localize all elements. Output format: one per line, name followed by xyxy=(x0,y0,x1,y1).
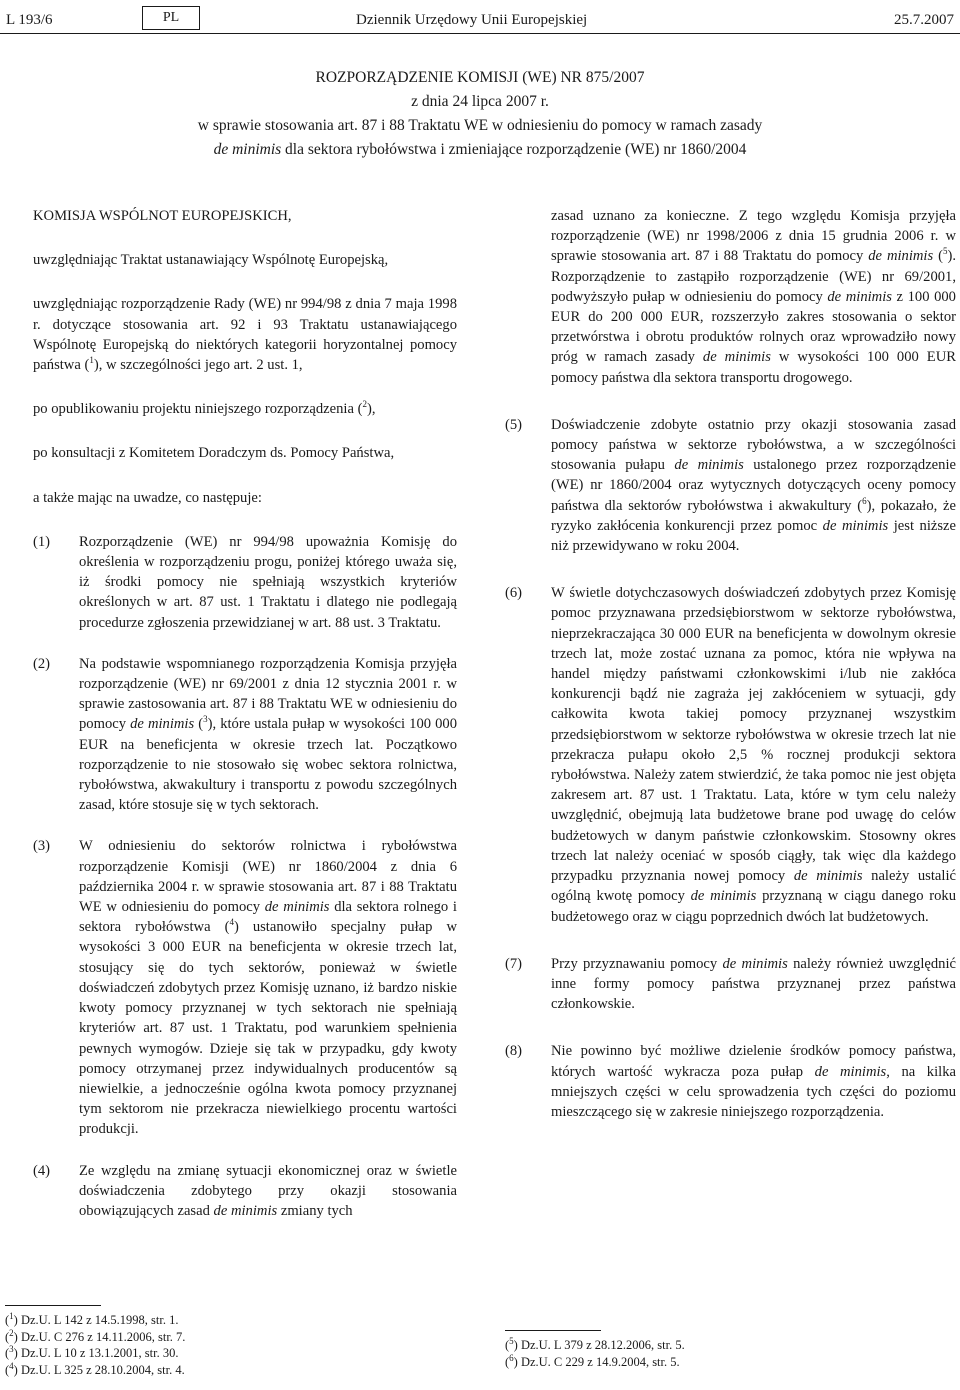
recital-text: W świetle dotychczasowych doświadczeń zdobytych przez Komisję pomoc przyznawana przedsiębiorstwom w sektorze rybołówstwa, nieprzekraczająca 30 000 EUR na beneficjenta w dowolnym okresie trzech lat, może zostać uznana za pomoc, która nie wpływa na handel między państwami członkowskimi i/lub nie zakłóca konkurencji bądź nie zagraża jej zakłóceniem w sytuacji, gdy całkowita kwota takiej pomocy przyznanej wszystkim przedsiębiorstwom w sektorze rybołówstwa w okresie trzech lat nie przekracza pułapu około 2,5 % rocznej produkcji sektora rybołówstwa. Należy zatem stwierdzić, że taka pomoc nie jest objęta zakresem art. 87 ust. 1 Traktatu. Lata, które w tym celu należy uwzględnić, obejmują lata budżetowe brane pod uwagę do celów budżetowych w danym państwie członkowskim. Stosowny okres trzech lat należy oceniać w sposób ciągły, tak więc dla każdego przypadku przyznania nowej pomocy de minimis należy ustalić ogólną kwotę pomocy de minimis przyznaną w ciągu danego roku budżetowego oraz w ciągu poprzednich dwóch lat budżetowych. xyxy=(551,585,956,925)
page-reference: L 193/6 xyxy=(6,12,53,28)
recital-text: Ze względu na zmianę sytuacji ekonomicznej oraz w świetle doświadczenia zdobytego przy okazji stosowania obowiązujących zasad de minimis zmiany tych xyxy=(79,1162,457,1219)
recital-text: Przy przyznawaniu pomocy de minimis należy również uwzględnić inne formy pomocy państwa przyznanej przez państwa członkowskie. xyxy=(551,955,956,1013)
recital-number: (2) xyxy=(33,655,51,672)
commission-heading: KOMISJA WSPÓLNOT EUROPEJSKICH, xyxy=(33,208,292,224)
footnote-4: ($^4$) Dz.U. L 325 z 28.10.2004, str. 4. xyxy=(5,1360,185,1377)
recital-3 xyxy=(33,836,457,1139)
recital-number: (7) xyxy=(505,955,523,972)
right-column xyxy=(505,206,956,1122)
recital-text: Rozporządzenie (WE) nr 994/98 upoważnia Komisję do określenia w rozporządzeniu progu, poniżej którego uważa się, iż środki pomocy nie spełniają wszystkich kryteriów określonych w art. 87 ust. 1 Traktatu i dlatego nie podlegają procedurze zgłoszenia przewidzianej w art. 88 ust. 3 Traktatu. xyxy=(79,533,457,631)
footnote-1: ($^1$) Dz.U. L 142 z 14.5.1998, str. 1. xyxy=(5,1310,179,1327)
recital-number: (6) xyxy=(505,585,523,602)
publication-date: 25.7.2007 xyxy=(894,12,954,28)
recital-5 xyxy=(505,415,956,556)
recital-1 xyxy=(33,532,457,633)
left-column xyxy=(33,206,457,1221)
recital-7 xyxy=(505,954,956,1015)
recital-text: zasad uznano za konieczne. Z tego względu Komisja przyjęła rozporządzenie (WE) nr 1998/2006 z dnia 15 grudnia 2006 r. w sprawie stosowania art. 87 i 88 Traktatu do pomocy de minimis ($^5$). Rozporządzenie to zastąpiło rozporządzenie (WE) nr 69/2001, podwyższyło pułap w odniesieniu do pomocy de minimis z 100 000 EUR do 200 000 EUR, rozszerzyło zakres stosowania o sektor przetwórstwa i obrotu produktów rolnych oraz wprowadziło nowy próg w ramach zasady de minimis w wysokości 100 000 EUR pomocy państwa dla sektora transportu drogowego. xyxy=(551,208,956,386)
title-line-4: de minimis dla sektora rybołówstwa i zmieniające rozporządzenie (WE) nr 1860/2004 xyxy=(213,141,747,158)
header-rule xyxy=(0,33,960,34)
citation-consultation: po konsultacji z Komitetem Doradczym ds. Pomocy Państwa, xyxy=(33,445,395,462)
title-line-1: ROZPORZĄDZENIE KOMISJI (WE) NR 875/2007 xyxy=(315,69,645,86)
recital-text: Nie powinno być możliwe dzielenie środków pomocy państwa, których wartość wykracza poza pułap de minimis, na kilka mniejszych części w celu sprowadzenia tych części do poziomu mieszczącego się w zakresie niniejszego rozporządzenia. xyxy=(551,1043,956,1120)
journal-name: Dziennik Urzędowy Unii Europejskiej xyxy=(356,12,588,28)
recital-number: (1) xyxy=(33,533,51,550)
footnotes-right xyxy=(505,1330,685,1370)
footnote-5: ($^5$) Dz.U. L 379 z 28.12.2006, str. 5. xyxy=(505,1335,685,1352)
footnote-3: ($^3$) Dz.U. L 10 z 13.1.2001, str. 30. xyxy=(5,1344,179,1361)
recital-4 xyxy=(33,1161,457,1222)
recital-text: Na podstawie wspomnianego rozporządzenia Komisja przyjęła rozporządzenie (WE) nr 69/2001 z dnia 12 stycznia 2001 r. w sprawie zastosowania art. 87 i 88 Traktatu WE w odniesieniu do pomocy de minimis ($^3$), które ustala pułap w wysokości 100 000 EUR na beneficjenta w okresie trzech lat. Początkowo rozporządzenie to nie stosowało się wobec sektora rolnictwa, rybołówstwa, akwakultury i transportu z powodu szczególnych zasad, które stosuje się w tych sektorach. xyxy=(79,655,457,814)
footnote-rule xyxy=(505,1330,601,1331)
footnote-6: ($^6$) Dz.U. C 229 z 14.9.2004, str. 5. xyxy=(505,1352,680,1369)
recital-text: Doświadczenie zdobyte ostatnio przy okazji stosowania zasad pomocy państwa w sektorze rybołówstwa, a w szczególności stosowania pułapu de minimis ustalonego przez rozporządzenie (WE) nr 1860/2004 oraz wytycznych dotyczących oceny pomocy państwa dla sektorów rybołówstwa i akwakultury ($^6$), pokazało, że ryzyko zakłócenia konkurencji przez pomoc de minimis jest niższe niż przewidywano w roku 2004. xyxy=(551,416,957,555)
citation-council-regulation: uwzględniając rozporządzenie Rady (WE) nr 994/98 z dnia 7 maja 1998 r. dotyczące stosowania art. 92 i 93 Traktatu ustanawiającego Wspólnotę Europejską do niektórych kategorii horyzontalnej pomocy państwa ($^1$), w szczególności jego art. 2 ust. 1, xyxy=(33,296,457,374)
recital-6 xyxy=(505,583,956,926)
page-header xyxy=(6,6,954,34)
recital-8 xyxy=(505,1041,956,1122)
title-term: de minimis xyxy=(213,141,282,158)
recital-number: (3) xyxy=(33,838,51,855)
footnote-2: ($^2$) Dz.U. C 276 z 14.11.2006, str. 7. xyxy=(5,1327,186,1344)
recital-number: (4) xyxy=(33,1162,51,1179)
language-badge: PL xyxy=(142,6,200,30)
whereas-intro: a także mając na uwadze, co następuje: xyxy=(33,489,262,506)
regulation-title xyxy=(0,66,960,162)
recital-text: W odniesieniu do sektorów rolnictwa i rybołówstwa rozporządzenie Komisji (WE) nr 1860/2004 z dnia 6 października 2004 r. w sprawie stosowania art. 87 i 88 Traktatu WE w odniesieniu do pomocy de minimis dla sektora rolnego i sektora rybołówstwa ($^4$) ustanowiło specjalny pułap w wysokości 3 000 EUR na beneficjenta w okresie trzech lat, stosujący się do tych sektorów, ponieważ w świetle doświadczeń zdobytych przez Komisję uznano, iż bardzo niskie kwoty pomocy przyznanej w tych sektorach nie spełniają kryteriów art. 87 ust. 1 Traktatu, pod warunkiem spełnienia pewnych wymogów. Dzieje się tak w przypadku, gdy kwoty pomocy otrzymanej przez indywidualnych producentów są niewielkie, a jednocześnie ogólna kwota pomocy przyznanej tym sektorom nie przekracza niewielkiego procentu wartości produkcji. xyxy=(79,838,457,1138)
citation-draft-publication: po opublikowaniu projektu niniejszego rozporządzenia ($^2$), xyxy=(33,399,376,418)
recital-number: (5) xyxy=(505,416,523,433)
title-line-2: z dnia 24 lipca 2007 r. xyxy=(411,93,549,110)
footnote-rule xyxy=(5,1305,101,1306)
recital-4-continued xyxy=(505,206,956,388)
recital-2 xyxy=(33,654,457,816)
citation-treaty: uwzględniając Traktat ustanawiający Wspólnotę Europejską, xyxy=(33,252,389,269)
footnotes-left xyxy=(5,1305,185,1378)
title-line-3: w sprawie stosowania art. 87 i 88 Traktatu WE w odniesieniu do pomocy w ramach zasady xyxy=(197,117,763,134)
recital-number: (8) xyxy=(505,1043,523,1060)
